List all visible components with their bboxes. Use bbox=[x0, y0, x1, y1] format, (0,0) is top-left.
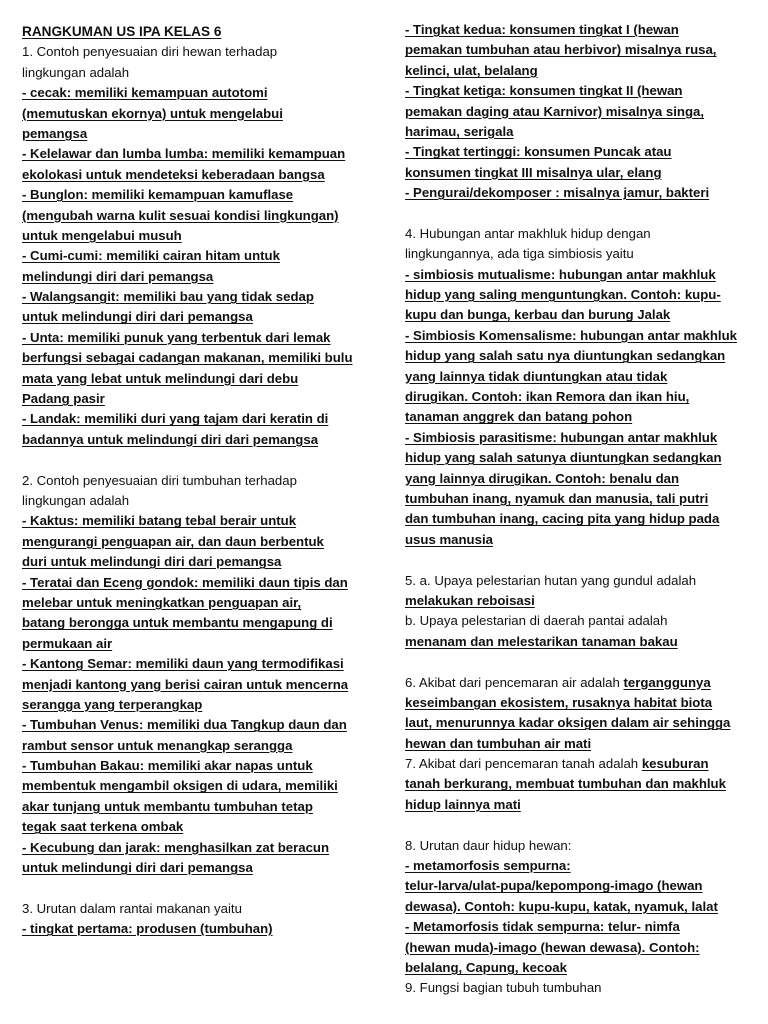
answer-line: serangga yang terperangkap bbox=[22, 696, 203, 712]
question-line: b. Upaya pelestarian di daerah pantai adalah bbox=[405, 613, 668, 629]
answer-line: pemakan tumbuhan atau herbivor) misalnya rusa, bbox=[405, 42, 717, 58]
text-line bbox=[405, 673, 750, 693]
answer-line: batang berongga untuk membantu mengapung di bbox=[22, 615, 333, 631]
answer-line: - tingkat pertama: produsen (tumbuhan) bbox=[22, 921, 273, 937]
answer-line: menanam dan melestarikan tanaman bakau bbox=[405, 633, 678, 649]
answer-line: - Kaktus: memiliki batang tebal berair untuk bbox=[22, 513, 297, 529]
answer-line: usus manusia bbox=[405, 531, 493, 547]
answer-line: kupu dan bunga, kerbau dan burung Jalak bbox=[405, 307, 671, 323]
answer-line: (mengubah warna kulit sesuai kondisi lingkungan) bbox=[22, 207, 339, 223]
answer-line: - Simbiosis Komensalisme: hubungan antar makhluk bbox=[405, 327, 737, 343]
answer-line: - Tingkat kedua: konsumen tingkat I (hewan bbox=[405, 22, 679, 37]
question-line: 3. Urutan dalam rantai makanan yaitu bbox=[22, 900, 242, 916]
answer-line: - simbiosis mutualisme: hubungan antar makhluk bbox=[405, 266, 716, 282]
answer-line: dirugikan. Contoh: ikan Remora dan ikan hiu, bbox=[405, 389, 690, 405]
left-column-text bbox=[22, 42, 372, 939]
document-title: RANGKUMAN US IPA KELAS 6 bbox=[22, 24, 222, 39]
answer-line: kelinci, ulat, belalang bbox=[405, 62, 538, 78]
left-column bbox=[22, 22, 372, 940]
question-line: 9. Fungsi bagian tubuh tumbuhan bbox=[405, 980, 602, 996]
right-column-text bbox=[405, 20, 750, 999]
answer-line: - Cumi-cumi: memiliki cairan hitam untuk bbox=[22, 248, 280, 264]
answer-line: tumbuhan inang, nyamuk dan manusia, tali putri bbox=[405, 490, 709, 506]
answer-line: konsumen tingkat III misalnya ular, elang bbox=[405, 164, 662, 180]
answer-line: tanaman anggrek dan batang pohon bbox=[405, 409, 633, 425]
paragraph-gap bbox=[22, 450, 372, 470]
answer-line: harimau, serigala bbox=[405, 123, 514, 139]
answer-line: - Pengurai/dekomposer : misalnya jamur, bakteri bbox=[405, 185, 710, 201]
answer-line: menjadi kantong yang berisi cairan untuk mencerna bbox=[22, 676, 349, 692]
right-column bbox=[405, 20, 750, 999]
paragraph-gap bbox=[405, 550, 750, 570]
question-line: 2. Contoh penyesuaian diri tumbuhan terhadap bbox=[22, 472, 297, 488]
answer-line: tanah berkurang, membuat tumbuhan dan makhluk bbox=[405, 776, 726, 792]
answer-line: - Metamorfosis tidak sempurna: telur- nimfa bbox=[405, 919, 680, 935]
answer-line: berfungsi sebagai cadangan makanan, memiliki bulu bbox=[22, 350, 353, 366]
answer-line: - Tingkat ketiga: konsumen tingkat II (hewan bbox=[405, 83, 683, 99]
answer-line: - Tumbuhan Bakau: memiliki akar napas untuk bbox=[22, 758, 313, 774]
answer-line: telur-larva/ulat-pupa/kepompong-imago (hewan bbox=[405, 878, 703, 894]
answer-line: pemakan daging atau Karnivor) misalnya singa, bbox=[405, 103, 705, 119]
answer-line: - Tingkat tertinggi: konsumen Puncak atau bbox=[405, 144, 672, 160]
question-line: 4. Hubungan antar makhluk hidup dengan bbox=[405, 225, 651, 241]
paragraph-gap bbox=[405, 815, 750, 835]
answer-line: yang lainnya tidak diuntungkan atau tidak bbox=[405, 368, 668, 384]
answer-line: dan tumbuhan inang, cacing pita yang hidup pada bbox=[405, 511, 720, 527]
answer-line: - Bunglon: memiliki kemampuan kamuflase bbox=[22, 187, 294, 203]
answer-line: - metamorfosis sempurna: bbox=[405, 858, 571, 874]
answer-line: - Teratai dan Eceng gondok: memiliki daun tipis dan bbox=[22, 574, 348, 590]
answer-line: permukaan air bbox=[22, 635, 113, 651]
answer-line: untuk melindungi diri dari pemangsa bbox=[22, 860, 253, 876]
question-text: 6. Akibat dari pencemaran air adalah bbox=[405, 674, 624, 690]
answer-line: melindungi diri dari pemangsa bbox=[22, 268, 214, 284]
answer-line: laut, menurunnya kadar oksigen dalam air sehingga bbox=[405, 715, 731, 731]
answer-line: yang lainnya dirugikan. Contoh: benalu dan bbox=[405, 470, 680, 486]
answer-line: - Kecubung dan jarak: menghasilkan zat beracun bbox=[22, 839, 330, 855]
answer-line: - Kantong Semar: memiliki daun yang termodifikasi bbox=[22, 656, 344, 672]
answer-line: duri untuk melindungi diri dari pemangsa bbox=[22, 554, 282, 570]
answer-line: keseimbangan ekosistem, rusaknya habitat biota bbox=[405, 694, 713, 710]
answer-line: hewan dan tumbuhan air mati bbox=[405, 735, 592, 751]
answer-line: mengurangi penguapan air, dan daun berbentuk bbox=[22, 533, 324, 549]
answer-line: - Tumbuhan Venus: memiliki dua Tangkup daun dan bbox=[22, 717, 347, 733]
answer-line: - Simbiosis parasitisme: hubungan antar makhluk bbox=[405, 429, 718, 445]
answer-line: hidup yang salah satunya diuntungkan sedangkan bbox=[405, 450, 722, 466]
answer-line: hidup lainnya mati bbox=[405, 796, 521, 812]
answer-line: badannya untuk melindungi diri dari pemangsa bbox=[22, 431, 319, 447]
answer-line: tegak saat terkena ombak bbox=[22, 819, 184, 835]
answer-line: untuk melindungi diri dari pemangsa bbox=[22, 309, 253, 325]
answer-line: untuk mengelabui musuh bbox=[22, 227, 182, 243]
answer-line: - Landak: memiliki duri yang tajam dari keratin di bbox=[22, 411, 329, 427]
paragraph-gap bbox=[405, 652, 750, 672]
answer-line: (memutuskan ekornya) untuk mengelabui bbox=[22, 105, 283, 121]
answer-line: belalang, Capung, kecoak bbox=[405, 959, 567, 975]
question-line: 8. Urutan daur hidup hewan: bbox=[405, 837, 572, 853]
answer-line: - Kelelawar dan lumba lumba: memiliki kemampuan bbox=[22, 146, 346, 162]
question-line: lingkungan adalah bbox=[22, 64, 130, 80]
paragraph-gap bbox=[22, 878, 372, 898]
answer-line: - cecak: memiliki kemampuan autotomi bbox=[22, 85, 268, 101]
answer-line: - Unta: memiliki punuk yang terbentuk dari lemak bbox=[22, 329, 331, 345]
answer-line: hidup yang salah satu nya diuntungkan sedangkan bbox=[405, 348, 726, 364]
answer-line: dewasa). Contoh: kupu-kupu, katak, nyamuk, lalat bbox=[405, 898, 718, 914]
answer-text: terganggunya bbox=[623, 674, 711, 690]
text-line bbox=[405, 754, 750, 774]
answer-line: melakukan reboisasi bbox=[405, 592, 535, 608]
answer-line: melebar untuk meningkatkan penguapan air, bbox=[22, 594, 302, 610]
question-line: lingkungannya, ada tiga simbiosis yaitu bbox=[405, 246, 634, 262]
answer-line: akar tunjang untuk membantu tumbuhan tetap bbox=[22, 798, 313, 814]
question-text: 7. Akibat dari pencemaran tanah adalah bbox=[405, 756, 642, 772]
answer-line: ekolokasi untuk mendeteksi keberadaan bangsa bbox=[22, 166, 325, 182]
paragraph-gap bbox=[405, 204, 750, 224]
question-line: 5. a. Upaya pelestarian hutan yang gundul adalah bbox=[405, 572, 697, 588]
answer-line: membentuk mengambil oksigen di udara, memiliki bbox=[22, 778, 338, 794]
answer-line: (hewan muda)-imago (hewan dewasa). Contoh: bbox=[405, 939, 700, 955]
answer-line: rambut sensor untuk menangkap serangga bbox=[22, 737, 293, 753]
answer-line: mata yang lebat untuk melindungi dari debu bbox=[22, 370, 299, 386]
answer-line: pemangsa bbox=[22, 125, 88, 141]
question-line: lingkungan adalah bbox=[22, 492, 130, 508]
answer-line: - Walangsangit: memiliki bau yang tidak sedap bbox=[22, 289, 314, 305]
answer-line: Padang pasir bbox=[22, 391, 105, 407]
answer-text: kesuburan bbox=[641, 756, 709, 772]
question-line: 1. Contoh penyesuaian diri hewan terhadap bbox=[22, 44, 278, 60]
answer-line: hidup yang saling menguntungkan. Contoh: kupu- bbox=[405, 287, 721, 303]
